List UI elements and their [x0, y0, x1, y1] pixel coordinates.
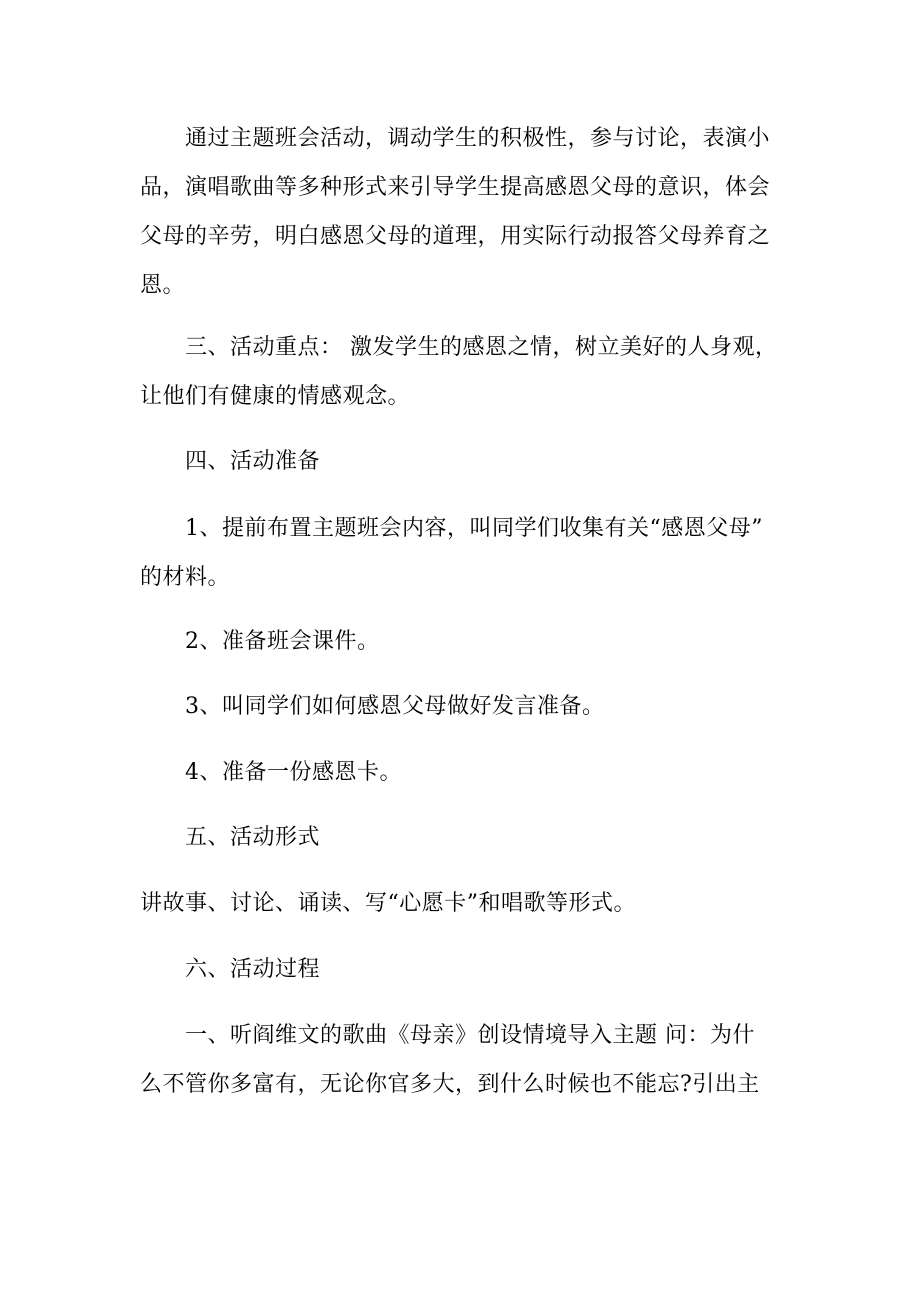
text-line: 四、活动准备: [185, 449, 321, 474]
text-line: 让他们有健康的情感观念。: [140, 384, 411, 409]
paragraph-prep-1: [140, 504, 780, 602]
text-line: 一、听阎维文的歌曲《母亲》创设情境导入主题 问：为什: [185, 1023, 755, 1048]
paragraph-prep-4: [140, 748, 780, 797]
text-line: 1、提前布置主题班会内容，叫同学们收集有关“感恩父母”: [185, 516, 763, 541]
heading-section-6: [140, 945, 780, 994]
text-line: 讲故事、讨论、诵读、写“心愿卡”和唱歌等形式。: [140, 891, 636, 916]
text-line: 2、准备班会课件。: [185, 629, 380, 654]
paragraph-intro: [140, 114, 780, 310]
text-line: 3、叫同学们如何感恩父母做好发言准备。: [185, 694, 605, 719]
text-line: 五、活动形式: [185, 825, 321, 850]
text-line: 通过主题班会活动，调动学生的积极性，参与讨论，表演小: [185, 126, 771, 151]
text-line: 六、活动过程: [185, 957, 321, 982]
text-line: 品，演唱歌曲等多种形式来引导学生提高感恩父母的意识，体会: [140, 175, 771, 200]
paragraph-section-5: [140, 879, 780, 928]
text-line: 三、活动重点： 激发学生的感恩之情，树立美好的人身观，: [185, 335, 778, 360]
heading-section-4: [140, 437, 780, 486]
text-line: 么不管你多富有，无论你官多大，到什么时候也不能忘?引出主: [140, 1072, 760, 1097]
text-line: 父母的辛劳，明白感恩父母的道理，用实际行动报答父母养育之: [140, 224, 771, 249]
heading-section-5: [140, 813, 780, 862]
paragraph-section-3: [140, 323, 780, 421]
text-line: 4、准备一份感恩卡。: [185, 760, 402, 785]
paragraph-prep-2: [140, 617, 780, 666]
text-line: 恩。: [140, 273, 186, 298]
paragraph-prep-3: [140, 682, 780, 731]
paragraph-process-1: [140, 1011, 780, 1109]
text-line: 的材料。: [140, 565, 231, 590]
